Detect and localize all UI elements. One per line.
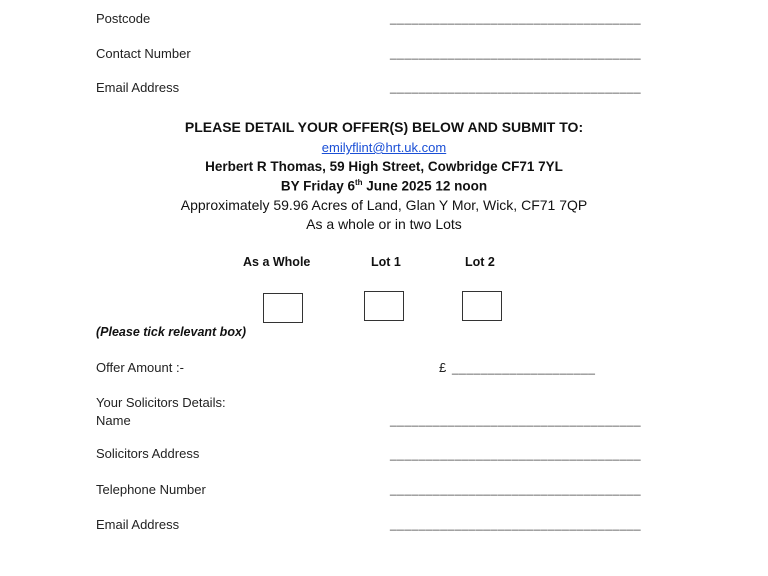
offer-amount-label: Offer Amount :- — [96, 360, 184, 375]
tick-note: (Please tick relevant box) — [96, 325, 247, 339]
solicitor-name-field[interactable]: ___________________________________ — [390, 413, 642, 427]
email-address-field[interactable]: ___________________________________ — [390, 80, 642, 94]
deadline — [0, 178, 768, 194]
contact-number-field[interactable]: ___________________________________ — [390, 46, 642, 60]
postcode-label: Postcode — [96, 11, 151, 26]
email-link-row — [0, 139, 768, 157]
email-address-label: Email Address — [96, 80, 180, 95]
postcode-field[interactable]: ___________________________________ — [390, 11, 642, 25]
agent-address: Herbert R Thomas, 59 High Street, Cowbridge CF71 7YL — [205, 159, 563, 174]
currency-symbol: £ — [439, 360, 447, 375]
option-label-whole: As a Whole — [243, 255, 311, 269]
offer-amount-field[interactable]: ____________________ — [452, 361, 596, 375]
option-label-lot-2: Lot 2 — [465, 255, 495, 269]
deadline-suffix: June 2025 12 noon — [362, 178, 488, 194]
solicitor-name-label: Name — [96, 413, 131, 428]
property-description: Approximately 59.96 Acres of Land, Glan Y Mor, Wick, CF71 7QP — [180, 197, 588, 213]
solicitors-address-label: Solicitors Address — [96, 446, 200, 461]
tickbox-lot-2[interactable] — [462, 291, 502, 321]
telephone-number-label: Telephone Number — [96, 482, 206, 497]
option-label-lot-1: Lot 1 — [371, 255, 401, 269]
solicitor-email-field[interactable]: ___________________________________ — [390, 517, 642, 531]
tickbox-lot-1[interactable] — [364, 291, 404, 321]
telephone-number-field[interactable]: ___________________________________ — [390, 482, 642, 496]
deadline-ordinal: th — [354, 178, 363, 187]
solicitors-heading: Your Solicitors Details: — [96, 395, 226, 410]
agent-email-link[interactable]: emilyflint@hrt.uk.com — [321, 140, 447, 155]
solicitors-address-field[interactable]: ___________________________________ — [390, 447, 642, 461]
cut-off-text-fragment — [120, 568, 660, 576]
lots-note: As a whole or in two Lots — [306, 216, 462, 232]
submission-title: PLEASE DETAIL YOUR OFFER(S) BELOW AND SUBMIT TO: — [184, 119, 584, 135]
solicitor-email-label: Email Address — [96, 517, 180, 532]
tickbox-whole[interactable] — [263, 293, 303, 323]
contact-number-label: Contact Number — [96, 46, 191, 61]
deadline-prefix: BY Friday 6 — [280, 178, 355, 194]
